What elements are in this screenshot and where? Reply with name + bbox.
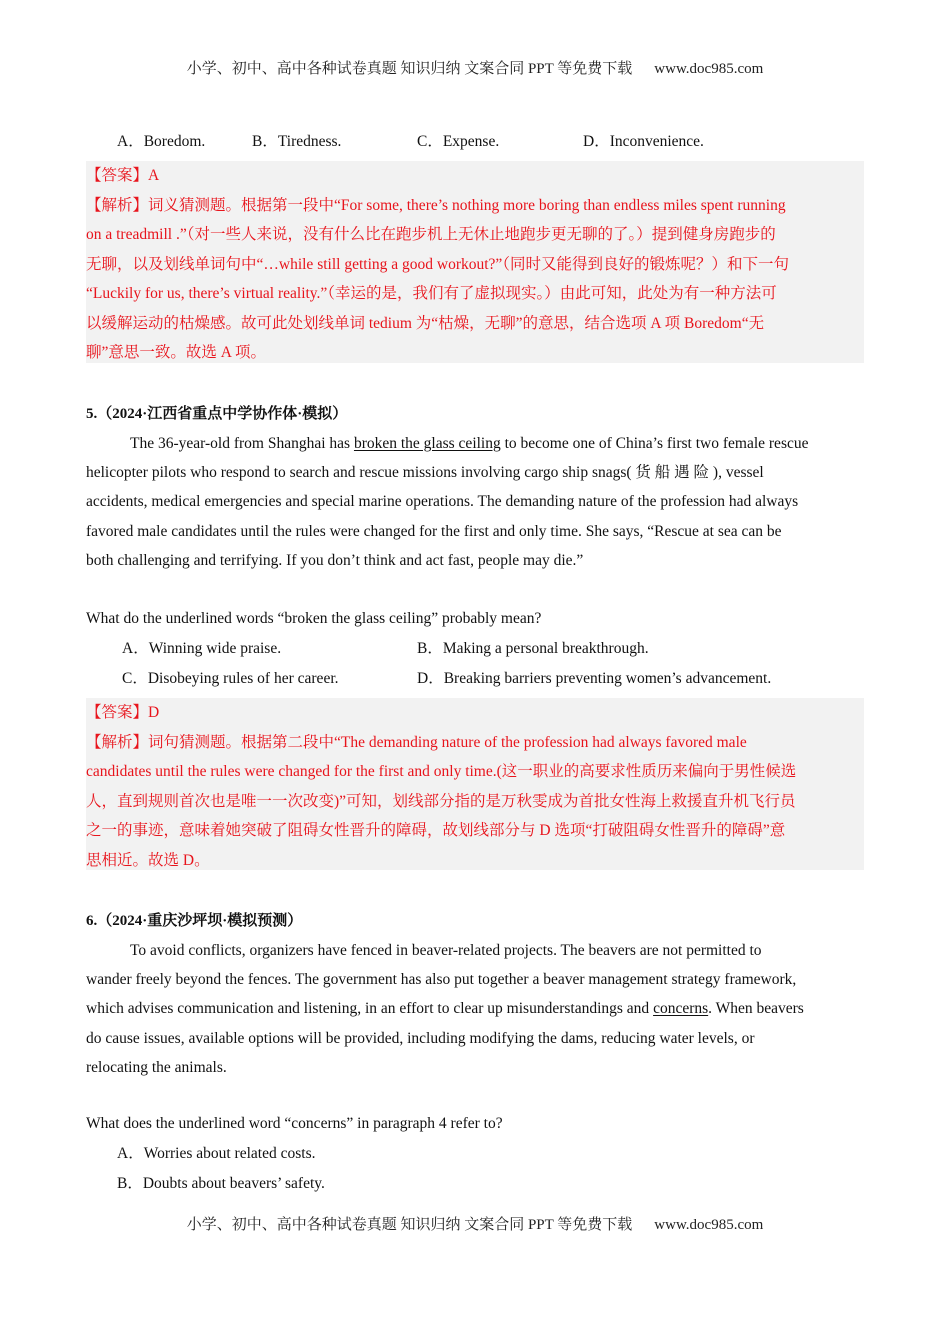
footer-text: 小学、初中、高中各种试卷真题 知识归纳 文案合同 PPT 等免费下载: [186, 1217, 633, 1233]
q5-analysis-line: 思相近。故选 D。: [86, 851, 210, 869]
q4-analysis-line: “Luckily for us, there’s virtual reality.”（幸运的是，我们有了虚拟现实。）由此可知，此处为有一种方法可: [86, 285, 777, 302]
q6-underlined-word: concerns: [653, 1000, 709, 1018]
q5-passage-line: accidents, medical emergencies and special marine operations. The demanding nature of the profession had always: [86, 493, 799, 511]
q4-analysis-line: 以缓解运动的枯燥感。故可此处划线单词 tedium 为“枯燥，无聊”的意思，结合选项 A 项 Boredom“无: [86, 314, 765, 332]
q5-option-a: A．Winning wide praise.: [122, 639, 282, 657]
q6-option-b: B．Doubts about beavers’ safety.: [117, 1175, 325, 1192]
q4-options: [86, 127, 864, 158]
q5-passage-line: favored male candidates until the rules were changed for the first and only time. She says, “Rescue at sea can be: [86, 522, 782, 540]
q4-answer: 【答案】A: [86, 167, 160, 184]
q5-passage-line: helicopter pilots who respond to search and rescue missions involving cargo ship snags( 货 船 遇 险 ), vessel: [86, 464, 764, 482]
q6-passage-line: relocating the animals.: [86, 1058, 227, 1076]
q6-option-a: A．Worries about related costs.: [117, 1144, 316, 1162]
header-url[interactable]: www.doc985.com: [654, 61, 764, 77]
q5-section: [86, 399, 864, 575]
q6-passage-line: do cause issues, available options will be provided, including modifying the dams, reducing water levels, or: [86, 1029, 755, 1047]
q6-passage-text: . When beavers: [708, 1000, 804, 1018]
q4-option-d: D．Inconvenience.: [583, 133, 704, 150]
q5-option-c: C．Disobeying rules of her career.: [122, 670, 339, 687]
q4-analysis-line: 【解析】词义猜测题。根据第一段中“For some, there’s nothing more boring than endless miles spent running: [86, 196, 786, 214]
q5-passage-line: [86, 429, 864, 458]
q6-question: What does the underlined word “concerns” in paragraph 4 refer to?: [86, 1115, 503, 1132]
q5-passage-text: to become one of China’s first two female rescue: [500, 435, 809, 452]
q6-passage-line: [86, 994, 864, 1023]
q4-option-c: C．Expense.: [417, 133, 500, 150]
page-header: [0, 57, 950, 78]
q5-option-d: D．Breaking barriers preventing women’s advancement.: [417, 670, 772, 687]
q5-answer: 【答案】D: [86, 704, 160, 721]
q6-section: [86, 906, 864, 1082]
q4-option-b: B．Tiredness.: [252, 133, 342, 150]
q5-analysis-line: 人，直到规则首次也是唯一一次改变)”可知，划线部分指的是万秋雯成为首批女性海上救援直升机飞行员: [86, 792, 796, 810]
q5-analysis-line: 之一的事迹，意味着她突破了阻碍女性晋升的障碍，故划线部分与 D 选项“打破阻碍女性晋升的障碍”意: [86, 822, 786, 839]
q6-heading: 6.（2024·重庆沙坪坝·模拟预测）: [86, 913, 303, 929]
q5-underlined-phrase: broken the glass ceiling: [353, 435, 501, 452]
q5-answer-box: [86, 698, 864, 870]
q5-heading: 5.（2024·江西省重点中学协作体·模拟）: [86, 406, 348, 422]
q5-analysis-line: 【解析】词句猜测题。根据第二段中“The demanding nature of the profession had always favored male: [86, 733, 747, 751]
q4-analysis-line: on a treadmill .”（对一些人来说，没有什么比在跑步机上无休止地跑步更无聊的了。）提到健身房跑步的: [86, 226, 776, 243]
q4-analysis-line: 无聊，以及划线单词句中“…while still getting a good workout?”（同时又能得到良好的锻炼呢？）和下一句: [86, 255, 790, 273]
q6-passage-line: To avoid conflicts, organizers have fenced in beaver-related projects. The beavers are not permitted to: [130, 942, 762, 959]
q5-passage-text: The 36-year-old from Shanghai has: [130, 435, 354, 452]
page-footer: [0, 1213, 950, 1234]
q4-option-a: A．Boredom.: [117, 133, 206, 150]
q5-option-b: B．Making a personal breakthrough.: [417, 639, 649, 657]
q5-question-block: [86, 604, 864, 695]
q6-passage-line: wander freely beyond the fences. The government has also put together a beaver management strategy framework,: [86, 971, 797, 989]
q4-analysis-line: 聊”意思一致。故选 A 项。: [86, 344, 266, 361]
q6-question-block: [86, 1109, 864, 1200]
q5-analysis-line: candidates until the rules were changed for the first and only time.(这一职业的高要求性质历来偏向于男性候选: [86, 763, 797, 780]
footer-url[interactable]: www.doc985.com: [654, 1217, 764, 1233]
q4-answer-box: [86, 161, 864, 363]
header-text: 小学、初中、高中各种试卷真题 知识归纳 文案合同 PPT 等免费下载: [186, 61, 633, 77]
q5-question: What do the underlined words “broken the glass ceiling” probably mean?: [86, 610, 542, 627]
q5-passage-line: both challenging and terrifying. If you don’t think and act fast, people may die.”: [86, 551, 584, 569]
q6-passage-text: which advises communication and listening, in an effort to clear up misunderstandings and: [86, 1000, 654, 1018]
